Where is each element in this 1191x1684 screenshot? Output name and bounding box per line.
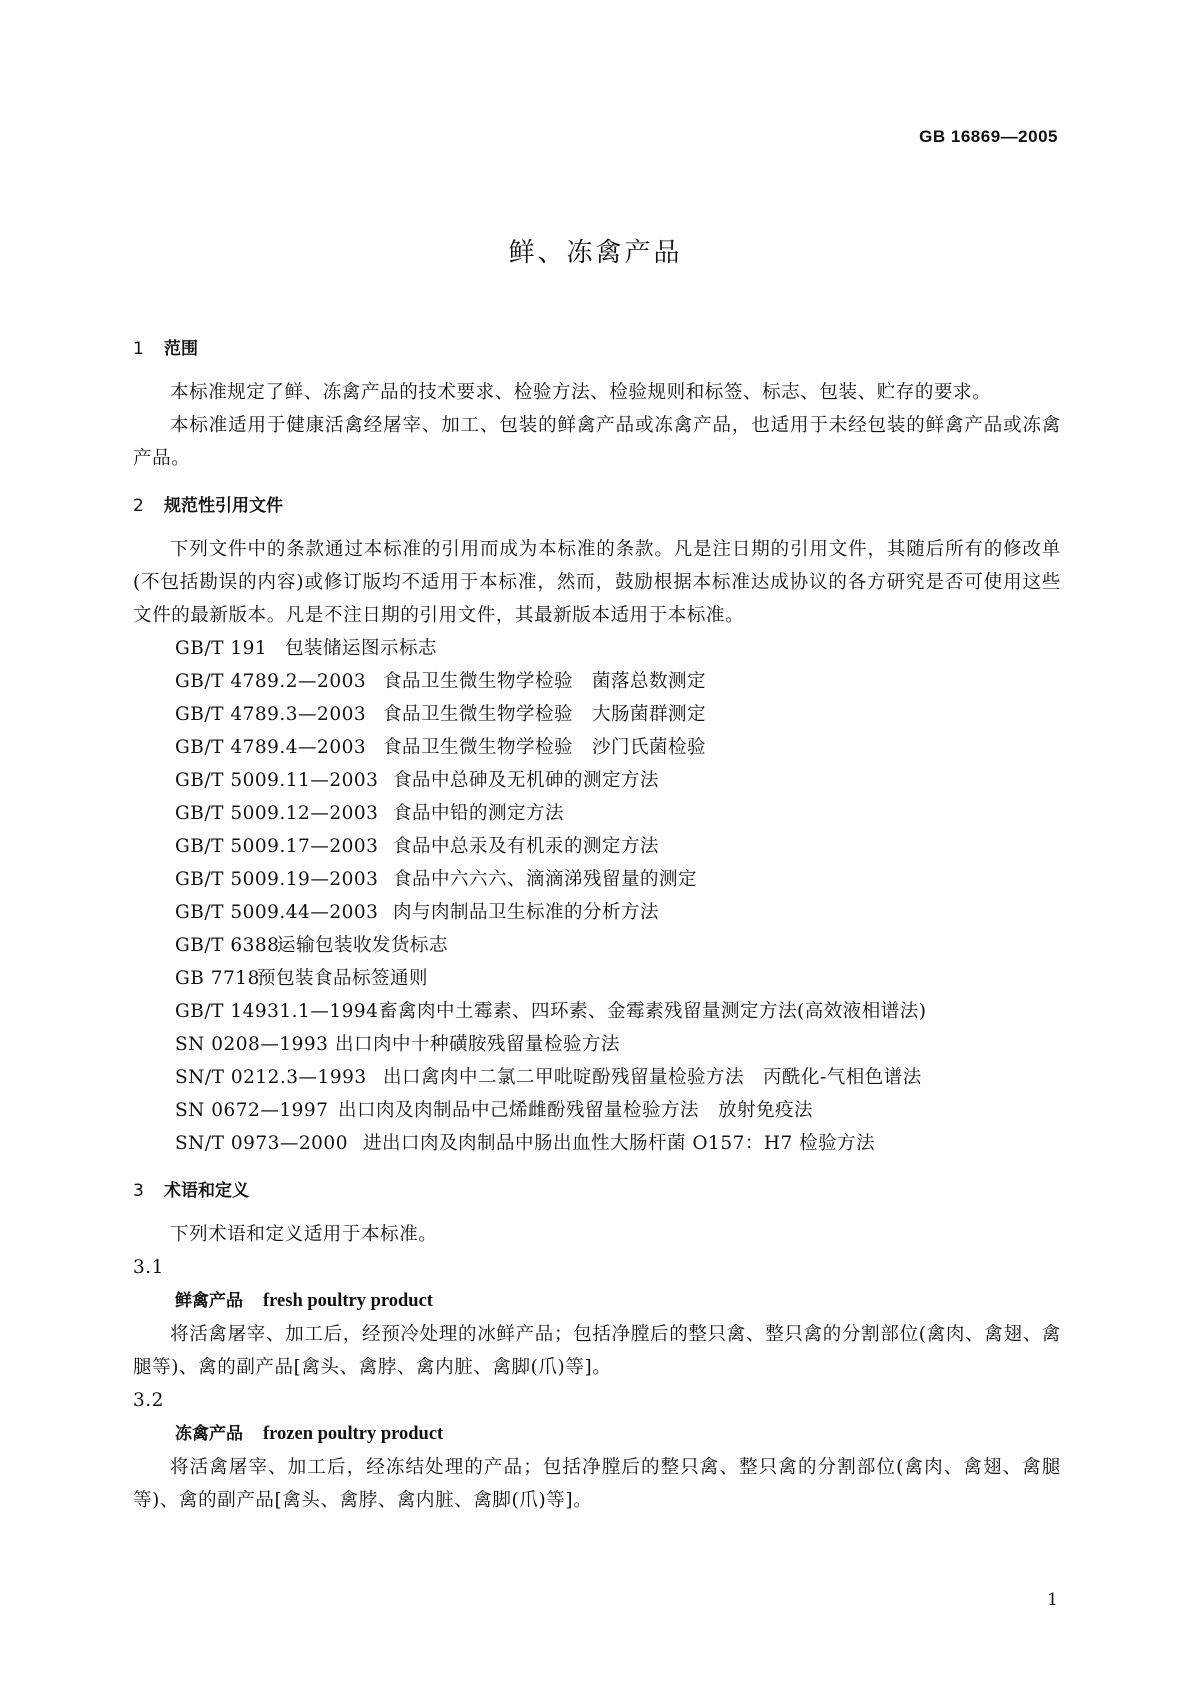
- terms-intro: 下列术语和定义适用于本标准。: [170, 1224, 438, 1245]
- section-title: 规范性引用文件: [164, 496, 283, 516]
- reference-item: [133, 764, 1061, 797]
- reference-item: [133, 830, 1061, 863]
- reference-item: [133, 665, 1061, 698]
- document-body: [133, 332, 1061, 1517]
- reference-code: GB/T 4789.2—2003: [175, 671, 367, 692]
- section-number: 2: [133, 496, 144, 516]
- standard-code: GB 16869—2005: [919, 127, 1058, 146]
- reference-code: GB/T 5009.12—2003: [175, 803, 379, 824]
- reference-code: GB/T 5009.17—2003: [175, 836, 379, 857]
- clause-number: 3.1: [133, 1257, 164, 1278]
- reference-title: 进出口肉及肉制品中肠出血性大肠杆菌 O157：H7 检验方法: [363, 1133, 876, 1154]
- reference-code: GB/T 6388: [175, 935, 280, 956]
- term-definition: 将活禽屠宰、加工后，经预冷处理的冰鲜产品；包括净膛后的整只禽、整只禽的分割部位(禽肉、禽翅、禽腿等)、禽的副产品[禽头、禽脖、禽内脏、禽脚(爪)等]。: [133, 1324, 1061, 1378]
- reference-code: GB/T 5009.11—2003: [175, 770, 379, 791]
- section-title: 术语和定义: [164, 1181, 249, 1201]
- reference-item: [133, 1094, 1061, 1127]
- reference-title: 食品中六六六、滴滴涕残留量的测定: [393, 869, 698, 890]
- reference-title: 出口肉中十种磺胺残留量检验方法: [335, 1034, 621, 1055]
- reference-item: [133, 995, 1061, 1028]
- term-zh: 鲜禽产品: [175, 1291, 243, 1311]
- reference-code: SN/T 0973—2000: [175, 1133, 348, 1154]
- term-zh: 冻禽产品: [175, 1424, 243, 1444]
- page-number: 1: [1047, 1590, 1058, 1610]
- reference-code: GB/T 5009.19—2003: [175, 869, 379, 890]
- references-intro: 下列文件中的条款通过本标准的引用而成为本标准的条款。凡是注日期的引用文件，其随后所有的修改单(不包括勘误的内容)或修订版均不适用于本标准，然而，鼓励根据本标准达成协议的各方研究是否可使用这些文件的最新版本。凡是不注日期的引用文件，其最新版本适用于本标准。: [133, 539, 1061, 626]
- reference-title: 运输包装收发货标志: [277, 935, 449, 956]
- reference-title: 食品中总砷及无机砷的测定方法: [393, 770, 660, 791]
- reference-item: [133, 698, 1061, 731]
- reference-title: 食品卫生微生物学检验 沙门氏菌检验: [383, 737, 707, 758]
- reference-code: SN/T 0212.3—1993: [175, 1067, 367, 1088]
- scope-paragraph: 本标准规定了鲜、冻禽产品的技术要求、检验方法、检验规则和标签、标志、包装、贮存的要求。: [170, 382, 992, 403]
- reference-item: [133, 1061, 1061, 1094]
- reference-title: 畜禽肉中土霉素、四环素、金霉素残留量测定方法(高效液相谱法): [379, 1001, 927, 1022]
- reference-item: [133, 896, 1061, 929]
- document-title: 鲜、冻禽产品: [508, 238, 683, 268]
- section-heading-normative-references: [133, 489, 1061, 523]
- section-heading-scope: [133, 332, 1061, 366]
- reference-code: GB 7718: [175, 968, 260, 989]
- reference-title: 肉与肉制品卫生标准的分析方法: [393, 902, 660, 923]
- reference-item: [133, 1028, 1061, 1061]
- reference-code: GB/T 4789.4—2003: [175, 737, 367, 758]
- reference-title: 出口禽肉中二氯二甲吡啶酚残留量检验方法 丙酰化-气相色谱法: [383, 1067, 922, 1088]
- reference-item: [133, 731, 1061, 764]
- reference-item: [133, 962, 1061, 995]
- reference-title: 食品卫生微生物学检验 菌落总数测定: [383, 671, 707, 692]
- section-number: 1: [133, 339, 144, 359]
- clause-number: 3.2: [133, 1390, 164, 1411]
- reference-item: [133, 632, 1061, 665]
- term-heading: [133, 1417, 1061, 1451]
- reference-title: 食品中总汞及有机汞的测定方法: [393, 836, 660, 857]
- reference-item: [133, 1127, 1061, 1160]
- scope-paragraph: 本标准适用于健康活禽经屠宰、加工、包装的鲜禽产品或冻禽产品，也适用于未经包装的鲜禽产品或冻禽产品。: [133, 415, 1061, 469]
- section-heading-terms-definitions: [133, 1174, 1061, 1208]
- reference-code: GB/T 191: [175, 638, 268, 659]
- reference-code: GB/T 4789.3—2003: [175, 704, 367, 725]
- term-heading: [133, 1284, 1061, 1318]
- reference-item: [133, 929, 1061, 962]
- section-title: 范围: [164, 339, 198, 359]
- reference-item: [133, 863, 1061, 896]
- reference-title: 包装储运图示标志: [285, 638, 438, 659]
- term-en: fresh poultry product: [263, 1291, 433, 1311]
- reference-code: GB/T 5009.44—2003: [175, 902, 379, 923]
- reference-code: SN 0672—1997: [175, 1100, 329, 1121]
- reference-title: 食品中铅的测定方法: [393, 803, 565, 824]
- reference-title: 食品卫生微生物学检验 大肠菌群测定: [383, 704, 707, 725]
- reference-code: GB/T 14931.1—1994: [175, 1001, 379, 1022]
- reference-code: SN 0208—1993: [175, 1034, 329, 1055]
- term-definition: 将活禽屠宰、加工后，经冻结处理的产品；包括净膛后的整只禽、整只禽的分割部位(禽肉、禽翅、禽腿等)、禽的副产品[禽头、禽脖、禽内脏、禽脚(爪)等]。: [133, 1457, 1061, 1511]
- reference-title: 出口肉及肉制品中己烯雌酚残留量检验方法 放射免疫法: [338, 1100, 814, 1121]
- term-en: frozen poultry product: [263, 1424, 444, 1444]
- section-number: 3: [133, 1181, 144, 1201]
- reference-list: [133, 632, 1061, 1160]
- reference-title: 预包装食品标签通则: [257, 968, 429, 989]
- reference-item: [133, 797, 1061, 830]
